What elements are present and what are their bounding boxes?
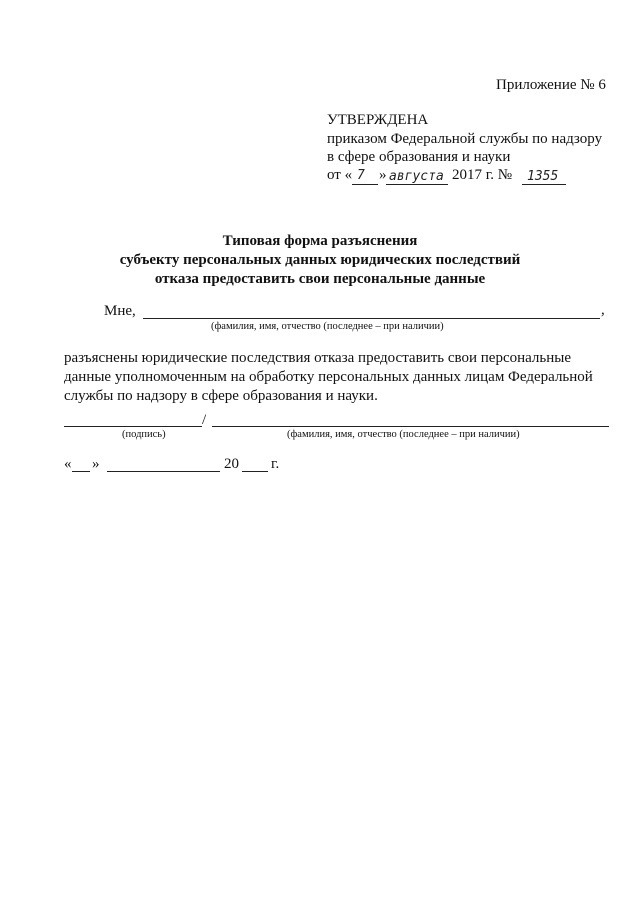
signer-name-line[interactable]	[212, 426, 609, 427]
form-title	[0, 232, 640, 289]
order-month: августа	[389, 169, 444, 184]
order-date-prefix: от «	[327, 167, 353, 183]
appendix-label: Приложение № 6	[496, 77, 606, 93]
order-year-and-number-label: 2017 г. №	[452, 167, 513, 183]
date-year-line[interactable]	[242, 471, 268, 472]
date-day-line[interactable]	[72, 471, 90, 472]
title-line-1: Типовая форма разъяснения	[222, 233, 418, 249]
date-quote-close: »	[92, 456, 100, 472]
signature-slash: /	[202, 412, 207, 428]
order-day: 7	[357, 168, 365, 183]
number-underline	[522, 184, 566, 185]
month-underline	[386, 184, 448, 185]
date-month-line[interactable]	[107, 471, 220, 472]
order-date-mid: »	[379, 167, 387, 183]
signature-hint: (подпись)	[122, 429, 166, 440]
order-number: 1355	[527, 169, 559, 184]
order-line-1: приказом Федеральной службы по надзору	[327, 131, 603, 147]
approved-label: УТВЕРЖДЕНА	[327, 112, 429, 128]
name-line-comma: ,	[601, 302, 605, 318]
name-line[interactable]	[143, 318, 600, 319]
order-line-2: в сфере образования и науки	[327, 149, 511, 165]
date-quote-open: «	[64, 456, 72, 472]
name-hint: (фамилия, имя, отчество (последнее – при наличии)	[211, 321, 444, 332]
paragraph-line-2: данные уполномоченным на обработку персональных данных лицам Федеральной	[64, 369, 593, 385]
paragraph-line-1: разъяснены юридические последствия отказа предоставить свои персональные	[64, 350, 572, 366]
date-year-prefix: 20	[224, 456, 239, 472]
title-line-3: отказа предоставить свои персональные данные	[154, 271, 486, 287]
signature-line[interactable]	[64, 426, 202, 427]
date-year-suffix: г.	[271, 456, 280, 472]
explanation-paragraph	[64, 349, 612, 406]
title-line-2: субъекту персональных данных юридических последствий	[119, 252, 521, 268]
day-underline	[352, 184, 378, 185]
signer-name-hint: (фамилия, имя, отчество (последнее – при наличии)	[287, 429, 520, 440]
paragraph-line-3: службы по надзору в сфере образования и науки.	[64, 388, 378, 404]
me-label: Мне,	[104, 303, 136, 319]
